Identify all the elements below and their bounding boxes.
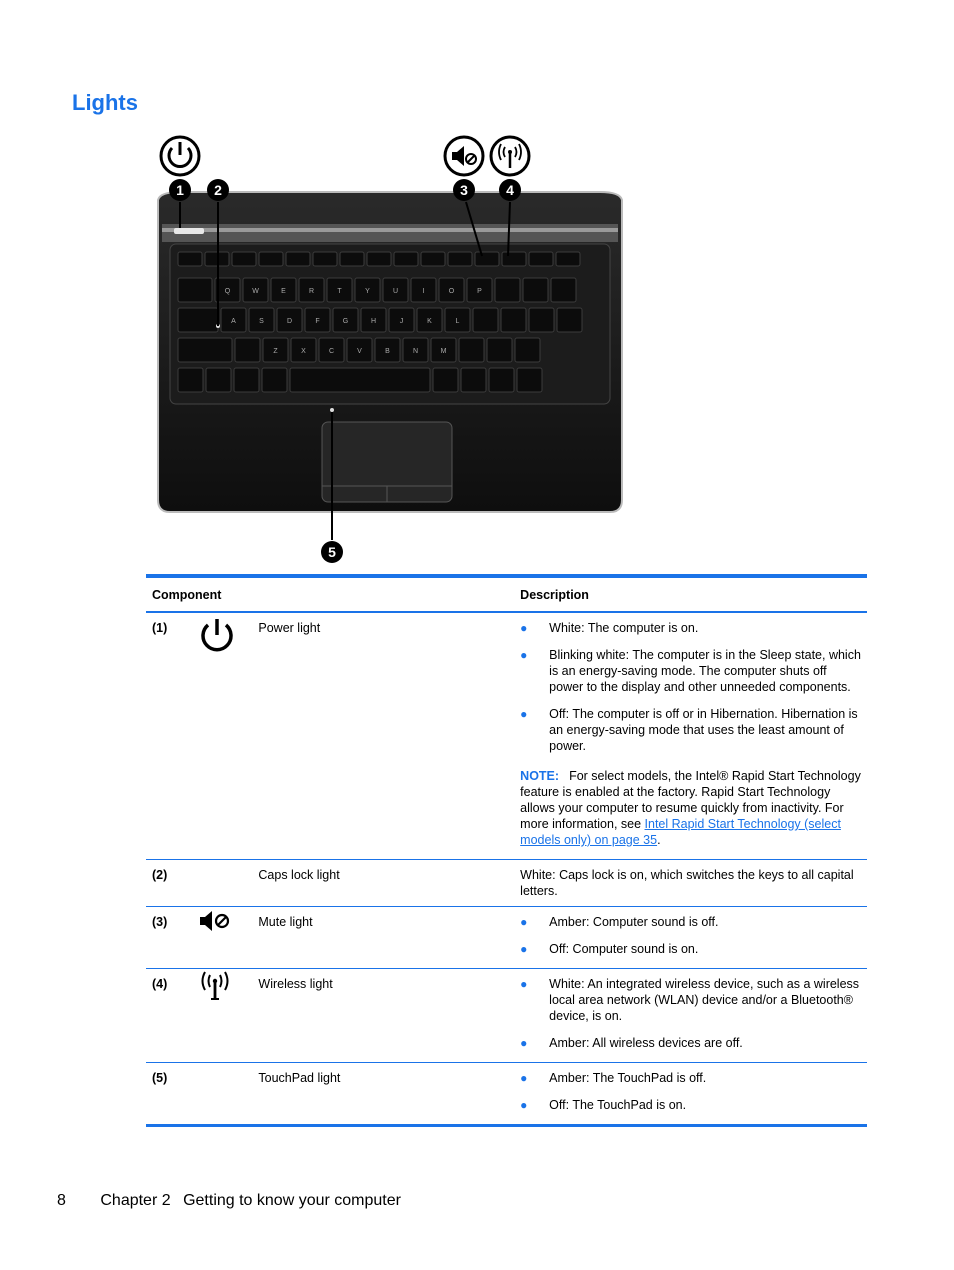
row-icon-cell: [191, 907, 253, 969]
keyboard-key: [515, 338, 540, 362]
list-item: [520, 1070, 861, 1086]
keyboard-key: [178, 338, 232, 362]
keyboard-key: [529, 252, 553, 266]
keyboard-key: [502, 252, 526, 266]
row-description: [514, 907, 867, 969]
bullet-dot-icon: ●: [520, 942, 528, 956]
keyboard-key: [475, 252, 499, 266]
row-icon-cell: [191, 860, 253, 907]
bullet-text: Blinking white: The computer is in the Sleep state, which is an energy-saving mode. The computer shuts off power to the display and other unneeded components.: [549, 648, 861, 694]
keyboard-key: [433, 368, 458, 392]
callout-3: [453, 179, 475, 201]
mute-icon: [445, 137, 483, 175]
list-item: [520, 941, 861, 957]
keyboard-key-label: R: [308, 288, 315, 295]
keyboard-key: [501, 308, 526, 332]
row-icon-cell: [191, 612, 253, 860]
keyboard-key: [556, 252, 580, 266]
keyboard-key-label: X: [301, 348, 306, 355]
callout-4-label: 4: [506, 182, 514, 198]
keyboard-key: [367, 252, 391, 266]
keyboard-key: [495, 278, 520, 302]
laptop-keyboard-illustration: [140, 130, 640, 570]
keyboard-key: [557, 308, 582, 332]
keyboard-key-label: K: [427, 318, 432, 325]
bullet-dot-icon: ●: [520, 1036, 528, 1050]
keyboard-key: [286, 252, 310, 266]
bullet-text: White: An integrated wireless device, such as a wireless local area network (WLAN) device and/or a Bluetooth® device, is on.: [549, 977, 860, 1023]
wireless-icon: [491, 137, 529, 175]
keyboard-key-label: M: [440, 348, 447, 355]
keyboard-key-label: P: [477, 288, 482, 295]
keyboard-key-label: Z: [273, 348, 278, 355]
header-component: Component: [152, 588, 222, 602]
row-number: (1): [152, 621, 168, 635]
keyboard-key: [448, 252, 472, 266]
bullet-dot-icon: ●: [520, 1098, 528, 1112]
bullet-text: White: The computer is on.: [549, 621, 699, 635]
hinge-highlight: [162, 228, 618, 232]
callout-4: [499, 179, 521, 201]
row-number: (4): [152, 977, 168, 991]
row-name: Power light: [258, 621, 321, 635]
list-item: [520, 706, 861, 754]
keyboard-key: [178, 252, 202, 266]
keyboard-key: [487, 338, 512, 362]
chapter-title: Getting to know your computer: [183, 1192, 401, 1209]
keyboard-key-label: W: [252, 288, 259, 295]
power-icon: [197, 615, 237, 657]
wireless-icon: [197, 971, 233, 1001]
keyboard-key: [206, 368, 231, 392]
page-footer: [57, 1192, 409, 1210]
row-icon-cell: [191, 969, 253, 1063]
bullet-text: Off: Computer sound is on.: [549, 942, 699, 956]
bullet-text: Amber: All wireless devices are off.: [549, 1036, 743, 1050]
mute-icon: [197, 909, 233, 933]
bullet-text: Amber: The TouchPad is off.: [549, 1071, 707, 1085]
callout-5: [321, 541, 343, 563]
bullet-text: Off: The computer is off or in Hibernation. Hibernation is an energy-saving mode that uses the least amount of power.: [549, 707, 858, 753]
keyboard-key: [178, 368, 203, 392]
keyboard-key-label: B: [385, 348, 390, 355]
list-item: [520, 647, 861, 695]
table-row: [146, 860, 867, 907]
keyboard-key-label: I: [422, 288, 425, 295]
page-title: Lights: [72, 90, 138, 115]
keyboard-key: [473, 308, 498, 332]
list-item: [520, 976, 861, 1024]
laptop-illustration-svg: [140, 130, 640, 570]
row-name: Wireless light: [258, 977, 333, 991]
keyboard-key-label: O: [448, 288, 455, 295]
keyboard-key: [178, 278, 212, 302]
keyboard-key-label: F: [315, 318, 320, 325]
row-number: (5): [152, 1071, 168, 1085]
keyboard-key: [529, 308, 554, 332]
keyboard-key-label: Q: [224, 288, 231, 295]
bullet-dot-icon: ●: [520, 915, 528, 929]
keyboard-key: [262, 368, 287, 392]
callout-1: [169, 179, 191, 201]
keyboard-key: [551, 278, 576, 302]
keyboard-key-label: H: [370, 318, 377, 325]
table-row: [146, 969, 867, 1063]
callout-3-label: 3: [460, 182, 468, 198]
bullet-dot-icon: ●: [520, 707, 528, 721]
callout-1-label: 1: [176, 182, 184, 198]
list-item: [520, 620, 861, 636]
row-name: TouchPad light: [258, 1071, 341, 1085]
keyboard-key: [259, 252, 283, 266]
keyboard-key-label: J: [399, 318, 404, 325]
keyboard-key-label: Y: [365, 288, 370, 295]
keyboard-key: [234, 368, 259, 392]
keyboard-key: [313, 252, 337, 266]
keyboard-key: [340, 252, 364, 266]
callout-2: [207, 179, 229, 201]
keyboard-key-label: D: [286, 318, 293, 325]
table-row: [146, 1063, 867, 1126]
bullet-dot-icon: ●: [520, 621, 528, 635]
bullet-text: Off: The TouchPad is on.: [549, 1098, 687, 1112]
callout-5-label: 5: [328, 544, 336, 560]
keyboard-key-label: E: [281, 288, 286, 295]
note-label: NOTE:: [520, 769, 560, 783]
keyboard-key-label: C: [328, 348, 335, 355]
page-number: 8: [57, 1192, 66, 1209]
keyboard-key-label: G: [342, 318, 349, 325]
callout-2-label: 2: [214, 182, 222, 198]
power-icon: [161, 137, 199, 175]
keyboard-key: [235, 338, 260, 362]
row-number: (3): [152, 915, 168, 929]
keyboard-key-label: T: [337, 288, 342, 295]
bullet-text: Amber: Computer sound is off.: [549, 915, 719, 929]
keyboard-key-label: V: [357, 348, 362, 355]
keyboard-key: [523, 278, 548, 302]
table-row: [146, 907, 867, 969]
list-item: [520, 914, 861, 930]
row-number: (2): [152, 868, 168, 882]
keyboard-key: [459, 338, 484, 362]
keyboard-key: [394, 252, 418, 266]
keyboard-key: [232, 252, 256, 266]
keyboard-key-label: A: [231, 318, 236, 325]
hinge-strip: [162, 224, 618, 242]
row-description: [514, 969, 867, 1063]
note-text: For select models, the Intel® Rapid Start Technology feature is enabled at the factory. Rapid Start Technology allows your computer to resume quickly from inactivity. For more information, see: [520, 769, 861, 831]
list-item: [520, 1097, 861, 1113]
cross-reference-link[interactable]: Intel Rapid Start Technology (select models only) on page 35: [520, 817, 841, 847]
keyboard-key: [517, 368, 542, 392]
keyboard-key: [421, 252, 445, 266]
header-description: Description: [520, 588, 589, 602]
note-end: .: [657, 833, 661, 847]
bullet-dot-icon: ●: [520, 977, 528, 991]
note: [520, 768, 861, 848]
row-name: Mute light: [258, 915, 313, 929]
bullet-dot-icon: ●: [520, 648, 528, 662]
keyboard-key-label: S: [259, 318, 264, 325]
components-table: [146, 574, 867, 1127]
power-button: [174, 228, 204, 234]
row-description: [514, 612, 867, 860]
keyboard-key-label: L: [455, 318, 460, 325]
list-item: [520, 1035, 861, 1051]
table-header-row: [146, 576, 867, 612]
chapter-label: Chapter 2: [100, 1192, 171, 1209]
keyboard-key: [290, 368, 430, 392]
row-description: White: Caps lock is on, which switches the keys to all capital letters.: [520, 868, 854, 898]
keyboard-key-label: N: [412, 348, 419, 355]
keyboard-key: [461, 368, 486, 392]
row-description: [514, 1063, 867, 1126]
touchpad-light-dot: [330, 408, 334, 412]
keyboard-key-label: U: [392, 288, 399, 295]
table-row: [146, 612, 867, 860]
keyboard-key: [489, 368, 514, 392]
row-icon-cell: [191, 1063, 253, 1126]
bullet-dot-icon: ●: [520, 1071, 528, 1085]
row-name: Caps lock light: [258, 868, 340, 882]
keyboard-key: [178, 308, 218, 332]
